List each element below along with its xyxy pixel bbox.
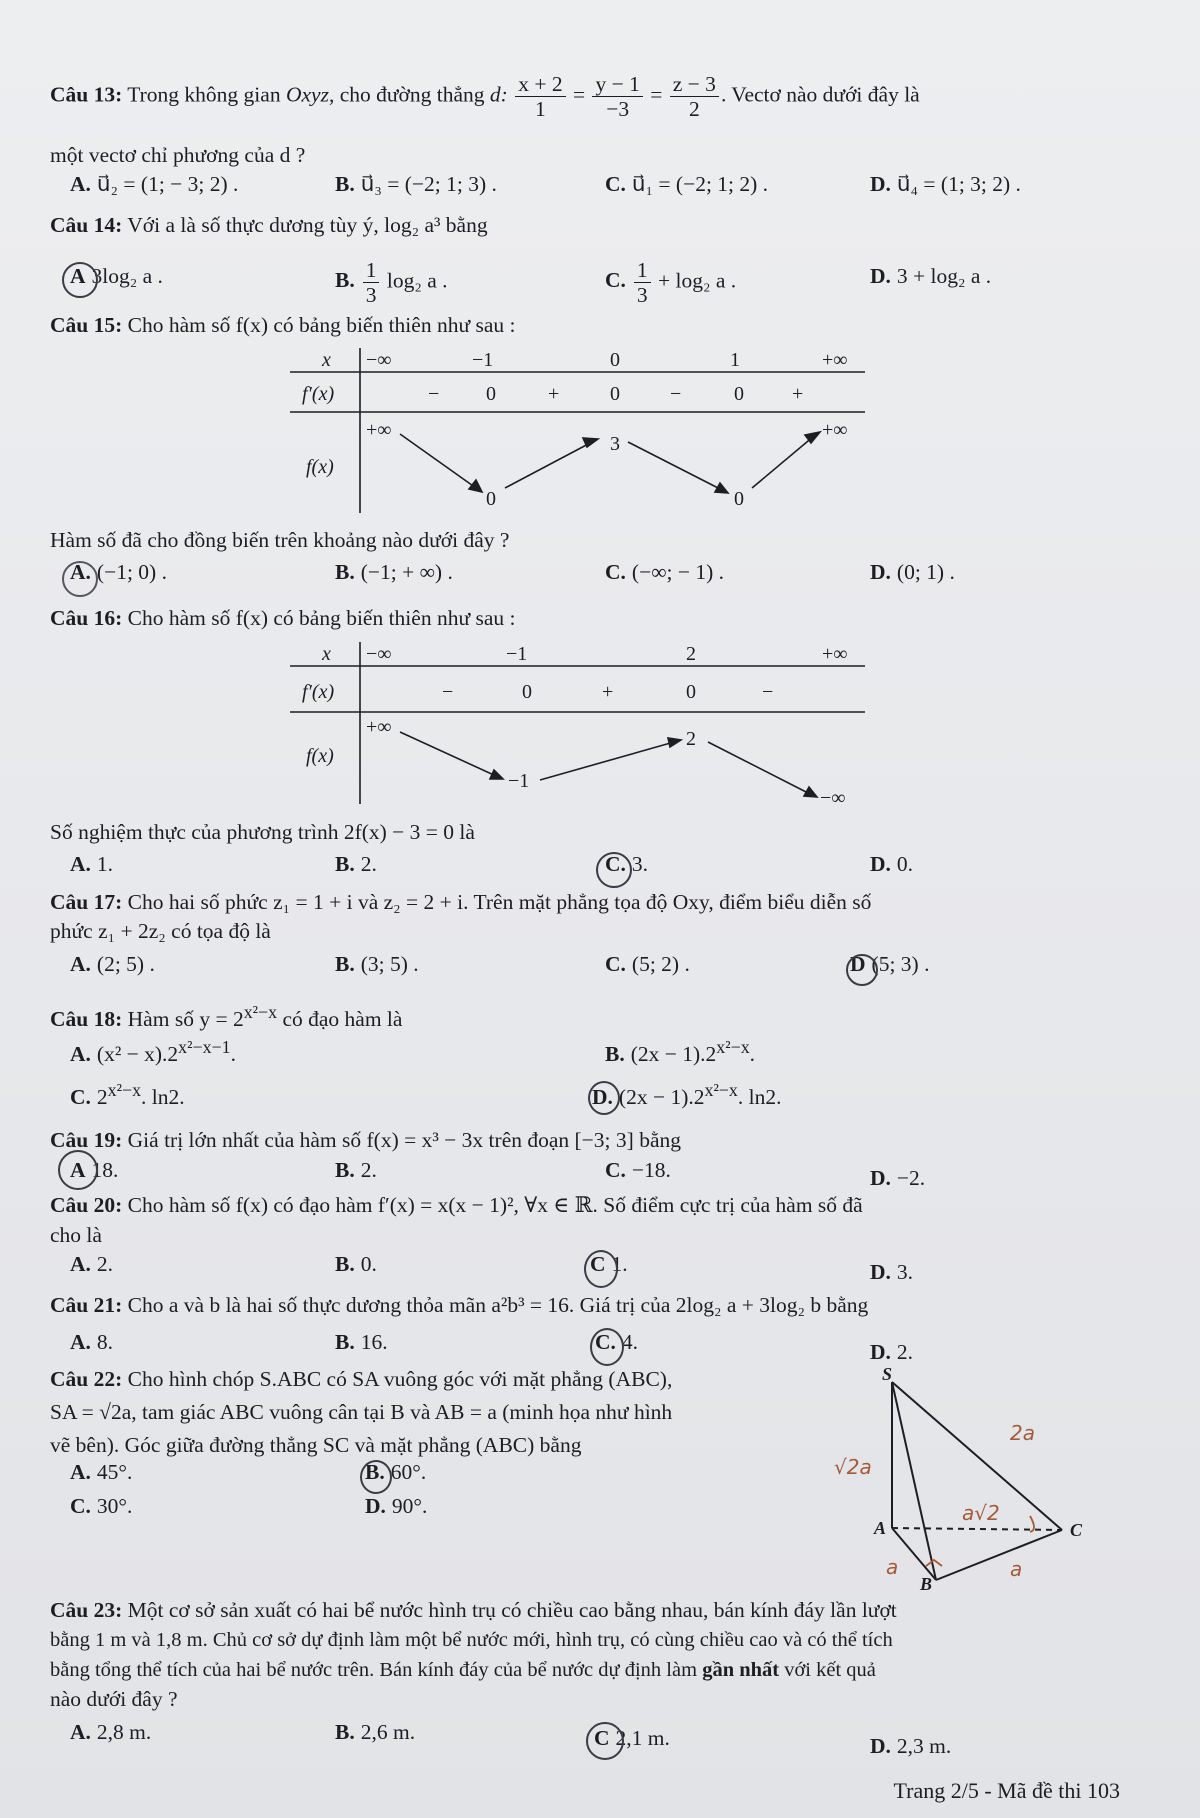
variation-table-15	[290, 348, 870, 513]
question-number: Câu 21:	[50, 1293, 123, 1317]
option-a[interactable]	[70, 852, 113, 877]
fp-value: 0	[734, 383, 744, 405]
vertex-A: A	[874, 1518, 887, 1538]
answer-circle	[62, 561, 98, 597]
option-text: (5; 2) .	[631, 952, 690, 976]
option-b[interactable]	[335, 560, 453, 585]
x-label: x	[322, 643, 331, 665]
question-number: Câu 19:	[50, 1128, 123, 1152]
question-number: Câu 23:	[50, 1598, 123, 1622]
fraction	[515, 72, 565, 121]
f-value: +∞	[822, 419, 848, 441]
question-16	[50, 603, 1150, 634]
option-label: D.	[365, 1494, 386, 1518]
exponent: x²−x	[716, 1037, 750, 1057]
numerator: 1	[634, 258, 651, 283]
denominator: 3	[365, 283, 377, 307]
arrowhead	[668, 738, 681, 747]
question-15-ask: Hàm số đã cho đồng biến trên khoảng nào dưới đây ?	[50, 528, 510, 552]
question-20	[50, 1190, 1150, 1221]
question-number: Câu 18:	[50, 1007, 123, 1032]
option-label: D.	[870, 852, 891, 876]
question-21	[50, 1290, 1150, 1321]
option-label: C.	[70, 1085, 91, 1110]
x-label: x	[322, 349, 331, 371]
question-text: Trong không gian	[122, 82, 286, 107]
question-23	[50, 1595, 1150, 1626]
fp-value: 0	[610, 383, 620, 405]
option-text: 3.	[631, 852, 649, 876]
question-23-line3	[50, 1655, 1150, 1686]
answer-circle	[58, 1150, 98, 1190]
option-d[interactable]	[870, 852, 913, 877]
fp-label: f′(x)	[302, 383, 335, 405]
numerator: x + 2	[515, 72, 565, 97]
increase-arrow	[752, 436, 814, 488]
emphasis: gần nhất	[702, 1659, 780, 1681]
question-14	[50, 210, 1150, 241]
question-15-options	[70, 560, 1150, 594]
question-18-options-row1	[70, 1037, 1150, 1071]
question-text: . Vectơ nào dưới đây là	[720, 82, 920, 107]
option-label: A.	[70, 1460, 91, 1484]
answer-circle	[586, 1722, 624, 1760]
question-16-ask: Số nghiệm thực của phương trình 2f(x) − 3 = 0 là	[50, 820, 475, 844]
option-d[interactable]	[870, 172, 1021, 197]
f-label: f(x)	[306, 745, 334, 767]
option-a[interactable]	[70, 1720, 151, 1745]
answer-circle	[846, 954, 878, 986]
option-text: (0; 1) .	[896, 560, 955, 584]
option-text: 0.	[360, 1252, 377, 1276]
question-text: , cho đường thẳng	[328, 82, 490, 107]
edge-BC	[936, 1530, 1062, 1580]
option-d[interactable]	[870, 560, 955, 585]
option-label: C.	[595, 1330, 616, 1354]
option-d[interactable]	[870, 1340, 913, 1365]
answer-circle	[590, 1328, 624, 1366]
option-text: 60°.	[390, 1460, 427, 1484]
option-c[interactable]	[70, 1080, 185, 1110]
exponent: x²−x	[704, 1080, 738, 1100]
question-text: Cho hàm số f(x) có bảng biến thiên như sau :	[122, 606, 516, 630]
option-text: (5; 3) .	[871, 952, 930, 976]
question-number: Câu 14:	[50, 213, 123, 237]
option-text: (−∞; − 1) .	[631, 560, 725, 584]
option-text: 4.	[621, 1330, 639, 1354]
option-label: B.	[335, 952, 355, 976]
option-c[interactable]	[605, 258, 736, 307]
option-label: B.	[335, 1252, 355, 1276]
option-label: C.	[605, 1158, 626, 1182]
option-text: .	[230, 1042, 236, 1067]
answer-circle	[584, 1250, 618, 1288]
option-text: 3 + log₂ a .	[896, 264, 992, 288]
option-label: B.	[365, 1460, 385, 1484]
option-label: B.	[605, 1042, 625, 1067]
option-a[interactable]	[70, 1330, 113, 1355]
option-label: D.	[870, 1734, 891, 1758]
fp-sign: +	[792, 383, 804, 405]
option-text: 2,3 m.	[896, 1734, 952, 1758]
pyramid-figure	[830, 1368, 1130, 1608]
x-value: +∞	[822, 643, 848, 665]
option-text: 2.	[360, 1158, 377, 1182]
option-label: C	[594, 1726, 610, 1750]
question-text: Giá trị lớn nhất của hàm số f(x) = x³ − 3x trên đoạn [−3; 3] bằng	[122, 1128, 681, 1152]
option-text: 18.	[91, 1158, 119, 1182]
question-22-options-row2	[70, 1494, 670, 1528]
handwritten-note: a	[886, 1555, 899, 1579]
x-value: −∞	[366, 643, 392, 665]
arrowhead	[715, 483, 728, 493]
question-13: Câu 13: Trong không gian Oxyz, cho đường thẳng d: $\frac{x + 2}{1}$ = $\frac{y - 1}{-3}$ = $\frac{z - 3}{2}$ . Vectơ nào dưới đây là	[50, 72, 920, 121]
option-label: C.	[605, 952, 626, 976]
decrease-arrow	[628, 442, 722, 490]
question-13-line2: một vectơ chỉ phương của d ?	[50, 143, 306, 167]
decrease-arrow	[400, 732, 496, 776]
option-text: 3log₂ a .	[91, 264, 163, 288]
option-text: (−1; 0) .	[96, 560, 167, 584]
option-d[interactable]	[870, 264, 991, 289]
question-number: Câu 15:	[50, 313, 123, 337]
numerator: z − 3	[670, 72, 719, 97]
option-text: 1.	[611, 1252, 628, 1276]
fraction	[363, 258, 380, 307]
option-d[interactable]	[870, 1734, 951, 1759]
f-value: 3	[610, 433, 620, 455]
denominator: 3	[636, 283, 648, 307]
option-text: 2,6 m.	[360, 1720, 416, 1744]
option-c[interactable]	[605, 172, 768, 197]
handwritten-note: √2a	[834, 1455, 872, 1479]
option-c[interactable]	[605, 952, 690, 977]
question-number: Câu 22:	[50, 1367, 123, 1391]
f-value: −∞	[820, 787, 846, 807]
question-number: Câu 13:	[50, 82, 123, 107]
fp-sign: +	[602, 681, 614, 703]
option-label: A.	[70, 952, 91, 976]
option-text: 45°.	[96, 1460, 133, 1484]
edge-SB	[892, 1382, 936, 1580]
question-17-options	[70, 952, 1150, 986]
page-footer: Trang 2/5 - Mã đề thi 103	[893, 1778, 1120, 1803]
answer-circle	[596, 852, 632, 888]
x-value: 0	[610, 349, 620, 371]
option-text: 90°.	[391, 1494, 428, 1518]
question-14-options	[70, 258, 1150, 308]
option-text: 2.	[360, 852, 377, 876]
fraction	[634, 258, 651, 307]
option-text: u⃗₃ = (−2; 1; 3) .	[360, 172, 497, 196]
fp-sign: +	[548, 383, 560, 405]
space-name: Oxyz	[285, 82, 329, 107]
option-label: C.	[70, 1494, 91, 1518]
option-text: log₂ a .	[386, 268, 448, 293]
f-value: +∞	[366, 419, 392, 441]
option-text: .	[749, 1042, 756, 1067]
question-text: Cho a và b là hai số thực dương thỏa mãn a²b³ = 16. Giá trị của 2log₂ a + 3log₂ b bằng	[122, 1293, 869, 1317]
option-c[interactable]	[605, 560, 724, 585]
x-value: +∞	[822, 349, 848, 371]
option-text: 1.	[96, 852, 114, 876]
option-label: A.	[70, 852, 91, 876]
x-value: 2	[686, 643, 696, 665]
option-a[interactable]	[70, 1252, 113, 1277]
question-17	[50, 887, 1150, 918]
line-name: d:	[489, 82, 508, 107]
arrowhead	[804, 787, 817, 797]
f-value: 0	[734, 488, 744, 510]
option-text: u⃗₂ = (1; − 3; 2) .	[96, 172, 239, 196]
question-20-line2: cho là	[50, 1223, 102, 1247]
option-b[interactable]	[335, 1720, 415, 1745]
decrease-arrow	[708, 742, 810, 794]
question-18	[50, 997, 1150, 1035]
f-value: +∞	[366, 716, 392, 738]
option-label: A.	[70, 1042, 91, 1067]
option-b[interactable]	[335, 172, 497, 197]
question-text: có đạo hàm là	[277, 1007, 403, 1032]
option-label: D.	[870, 264, 891, 288]
option-label: D.	[870, 172, 891, 196]
option-d[interactable]	[365, 1494, 427, 1519]
question-23-line4: nào dưới đây ?	[50, 1687, 178, 1711]
fraction	[592, 72, 642, 121]
x-value: 1	[730, 349, 740, 371]
option-text: −18.	[631, 1158, 671, 1182]
question-number: Câu 16:	[50, 606, 123, 630]
f-label: f(x)	[306, 456, 334, 478]
option-text: 0.	[896, 852, 914, 876]
option-text: 2,8 m.	[96, 1720, 152, 1744]
arrowhead	[490, 770, 503, 779]
option-text: 8.	[96, 1330, 114, 1354]
option-text: 2.	[896, 1340, 914, 1364]
option-text: + log₂ a .	[658, 268, 737, 293]
option-a[interactable]	[70, 172, 238, 197]
option-a[interactable]	[70, 1460, 132, 1485]
option-label: C.	[605, 268, 626, 293]
option-text: (x² − x).2	[96, 1042, 179, 1067]
option-text: (2; 5) .	[96, 952, 155, 976]
denominator: 1	[535, 97, 546, 121]
question-text: Cho hàm số f(x) có đạo hàm f′(x) = x(x − 1)², ∀x ∈ ℝ. Số điểm cực trị của hàm số đã	[122, 1193, 863, 1217]
question-22-line2: SA = √2a, tam giác ABC vuông cân tại B và AB = a (minh họa như hình	[50, 1400, 673, 1424]
option-label: B.	[335, 560, 355, 584]
vertex-S: S	[882, 1368, 893, 1384]
option-text: 30°.	[96, 1494, 133, 1518]
question-19	[50, 1125, 1150, 1156]
f-value: −1	[508, 770, 530, 792]
option-label: A	[70, 1158, 86, 1182]
fraction	[670, 72, 719, 121]
fp-sign: −	[670, 383, 682, 405]
option-c[interactable]	[70, 1494, 132, 1519]
option-b[interactable]	[605, 1037, 755, 1067]
option-c[interactable]	[605, 1158, 671, 1183]
option-text: −2.	[896, 1166, 926, 1190]
option-text: (−1; + ∞) .	[360, 560, 453, 584]
fp-label: f′(x)	[302, 681, 335, 703]
option-label: B.	[335, 1158, 355, 1182]
handwritten-note: 2a	[1010, 1421, 1035, 1445]
right-angle-mark	[926, 1560, 942, 1566]
option-text: u⃗₁ = (−2; 1; 2) .	[631, 172, 769, 196]
increase-arrow	[540, 742, 674, 780]
x-value: −1	[506, 643, 528, 665]
option-b[interactable]	[335, 952, 419, 977]
option-label: D.	[870, 1340, 891, 1364]
option-text: 16.	[360, 1330, 388, 1354]
question-17-line2: phức z₁ + 2z₂ có tọa độ là	[50, 919, 271, 943]
numerator: y − 1	[592, 72, 642, 97]
x-value: −∞	[366, 349, 392, 371]
edge-AC	[892, 1528, 1062, 1530]
denominator: −3	[606, 97, 630, 121]
option-b[interactable]	[335, 1252, 377, 1277]
option-d[interactable]	[870, 1260, 913, 1285]
option-text: . ln2.	[141, 1085, 185, 1110]
option-text: . ln2.	[737, 1085, 782, 1110]
option-label: A.	[70, 172, 91, 196]
question-number: Câu 17:	[50, 890, 123, 914]
question-15	[50, 310, 1150, 341]
increase-arrow	[505, 442, 592, 488]
option-a[interactable]	[70, 952, 155, 977]
option-b[interactable]	[335, 852, 377, 877]
fp-value: 0	[522, 681, 532, 703]
question-text: với kết quả	[779, 1659, 876, 1681]
option-label: C.	[605, 852, 626, 876]
option-label: A.	[70, 1720, 91, 1744]
option-label: B.	[335, 1330, 355, 1354]
variation-table-16	[290, 642, 870, 807]
question-23-line2: bằng 1 m và 1,8 m. Chủ cơ sở dự định làm một bể nước mới, hình trụ, có cùng chiều cao và có thể tích	[50, 1629, 893, 1651]
option-b[interactable]	[335, 258, 447, 307]
x-value: −1	[472, 349, 494, 371]
angle-mark	[1030, 1516, 1034, 1532]
option-label: A.	[70, 1252, 91, 1276]
option-text: 2.	[96, 1252, 114, 1276]
option-text: (3; 5) .	[360, 952, 419, 976]
question-text: Cho hình chóp S.ABC có SA vuông góc với mặt phẳng (ABC),	[122, 1367, 673, 1391]
option-label: A.	[70, 560, 91, 584]
handwritten-note: a√2	[962, 1501, 1000, 1525]
question-text: Cho hàm số f(x) có bảng biến thiên như sau :	[122, 313, 516, 337]
numerator: 1	[363, 258, 380, 283]
question-13-options	[70, 172, 1150, 206]
option-label: A	[70, 264, 86, 288]
option-text: 2	[96, 1085, 108, 1110]
option-label: D.	[870, 1166, 891, 1190]
fp-sign: −	[762, 681, 774, 703]
exponent: x²−x	[107, 1080, 142, 1100]
f-value: 2	[686, 728, 696, 750]
decrease-arrow	[400, 434, 476, 488]
option-d[interactable]	[870, 1166, 925, 1191]
option-b[interactable]	[335, 1330, 388, 1355]
question-19-options	[70, 1158, 1150, 1192]
arrowhead	[469, 480, 482, 492]
option-label: B.	[335, 852, 355, 876]
fp-value: 0	[486, 383, 496, 405]
handwritten-note: a	[1010, 1557, 1023, 1581]
question-text: Cho hai số phức z₁ = 1 + i và z₂ = 2 + i. Trên mặt phẳng tọa độ Oxy, điểm biểu diễn số	[122, 890, 872, 914]
answer-circle	[588, 1081, 620, 1115]
option-a[interactable]	[70, 1037, 236, 1067]
exponent: x²−x−1	[178, 1037, 231, 1057]
option-label: C	[590, 1252, 606, 1276]
option-label: C.	[605, 172, 626, 196]
option-label: D.	[870, 1260, 891, 1284]
option-text: (2x − 1).2	[630, 1042, 717, 1067]
question-22	[50, 1364, 830, 1395]
question-text: Với a là số thực dương tùy ý, log₂ a³ bằng	[122, 213, 488, 237]
option-text: 3.	[896, 1260, 914, 1284]
fp-value: 0	[686, 681, 696, 703]
option-d[interactable]	[592, 1080, 781, 1110]
vertex-C: C	[1070, 1520, 1083, 1540]
option-label: A.	[70, 1330, 91, 1354]
vertex-B: B	[920, 1574, 933, 1594]
exponent: x²−x	[243, 1002, 278, 1022]
option-text: u⃗₄ = (1; 3; 2) .	[896, 172, 1021, 196]
denominator: 2	[688, 97, 700, 121]
option-label: B.	[335, 172, 355, 196]
option-label: B.	[335, 1720, 355, 1744]
option-label: D.	[592, 1085, 613, 1110]
answer-circle	[360, 1460, 392, 1494]
option-text: (2x − 1).2	[618, 1085, 705, 1110]
f-value: 0	[486, 488, 496, 510]
option-label: D	[850, 952, 866, 976]
question-text: Hàm số y = 2	[122, 1007, 244, 1032]
option-text: 2,1 m.	[615, 1726, 670, 1750]
fp-sign: −	[428, 383, 440, 405]
option-label: C.	[605, 560, 626, 584]
question-text: Một cơ sở sản xuất có hai bể nước hình trụ có chiều cao bằng nhau, bán kính đáy lần lượt	[122, 1598, 897, 1622]
fp-sign: −	[442, 681, 454, 703]
question-number: Câu 20:	[50, 1193, 123, 1217]
question-text: bằng tổng thể tích của hai bể nước trên. Bán kính đáy của bể nước dự định làm	[50, 1659, 703, 1681]
question-22-line3: vẽ bên). Góc giữa đường thẳng SC và mặt phẳng (ABC) bằng	[50, 1433, 582, 1457]
option-b[interactable]	[335, 1158, 377, 1183]
option-label: D.	[870, 560, 891, 584]
option-label: B.	[335, 268, 355, 293]
answer-circle	[62, 262, 98, 298]
